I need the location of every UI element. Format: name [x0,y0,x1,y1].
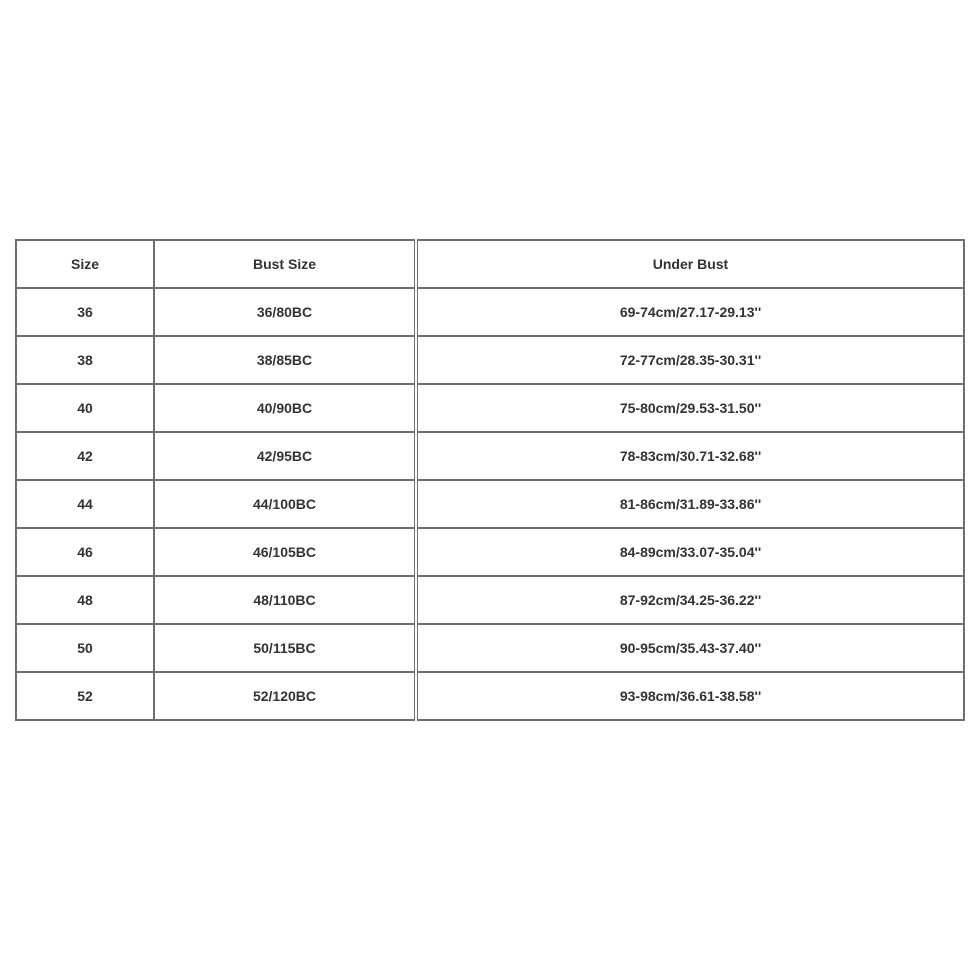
bust-size-cell: 48/110BC [154,576,416,624]
bust-size-cell: 42/95BC [154,432,416,480]
under-bust-cell: 75-80cm/29.53-31.50'' [416,384,964,432]
table-row [16,288,964,336]
under-bust-cell: 90-95cm/35.43-37.40'' [416,624,964,672]
size-cell: 44 [16,480,154,528]
table-row [16,384,964,432]
size-chart-table [15,239,965,721]
under-bust-cell: 81-86cm/31.89-33.86'' [416,480,964,528]
size-cell: 40 [16,384,154,432]
header-under-bust: Under Bust [416,240,964,288]
table-header-row [16,240,964,288]
bust-size-cell: 38/85BC [154,336,416,384]
bust-size-cell: 50/115BC [154,624,416,672]
header-bust-size: Bust Size [154,240,416,288]
header-size: Size [16,240,154,288]
under-bust-cell: 69-74cm/27.17-29.13'' [416,288,964,336]
table-row [16,432,964,480]
size-cell: 52 [16,672,154,720]
table-row [16,528,964,576]
size-cell: 38 [16,336,154,384]
table-row [16,480,964,528]
bust-size-cell: 40/90BC [154,384,416,432]
under-bust-cell: 78-83cm/30.71-32.68'' [416,432,964,480]
table-row [16,576,964,624]
under-bust-cell: 93-98cm/36.61-38.58'' [416,672,964,720]
size-cell: 36 [16,288,154,336]
under-bust-cell: 84-89cm/33.07-35.04'' [416,528,964,576]
bust-size-cell: 46/105BC [154,528,416,576]
bust-size-cell: 52/120BC [154,672,416,720]
size-cell: 42 [16,432,154,480]
under-bust-cell: 72-77cm/28.35-30.31'' [416,336,964,384]
size-cell: 46 [16,528,154,576]
table-row [16,672,964,720]
bust-size-cell: 36/80BC [154,288,416,336]
under-bust-cell: 87-92cm/34.25-36.22'' [416,576,964,624]
bust-size-cell: 44/100BC [154,480,416,528]
table-row [16,624,964,672]
table-row [16,336,964,384]
size-cell: 50 [16,624,154,672]
size-cell: 48 [16,576,154,624]
